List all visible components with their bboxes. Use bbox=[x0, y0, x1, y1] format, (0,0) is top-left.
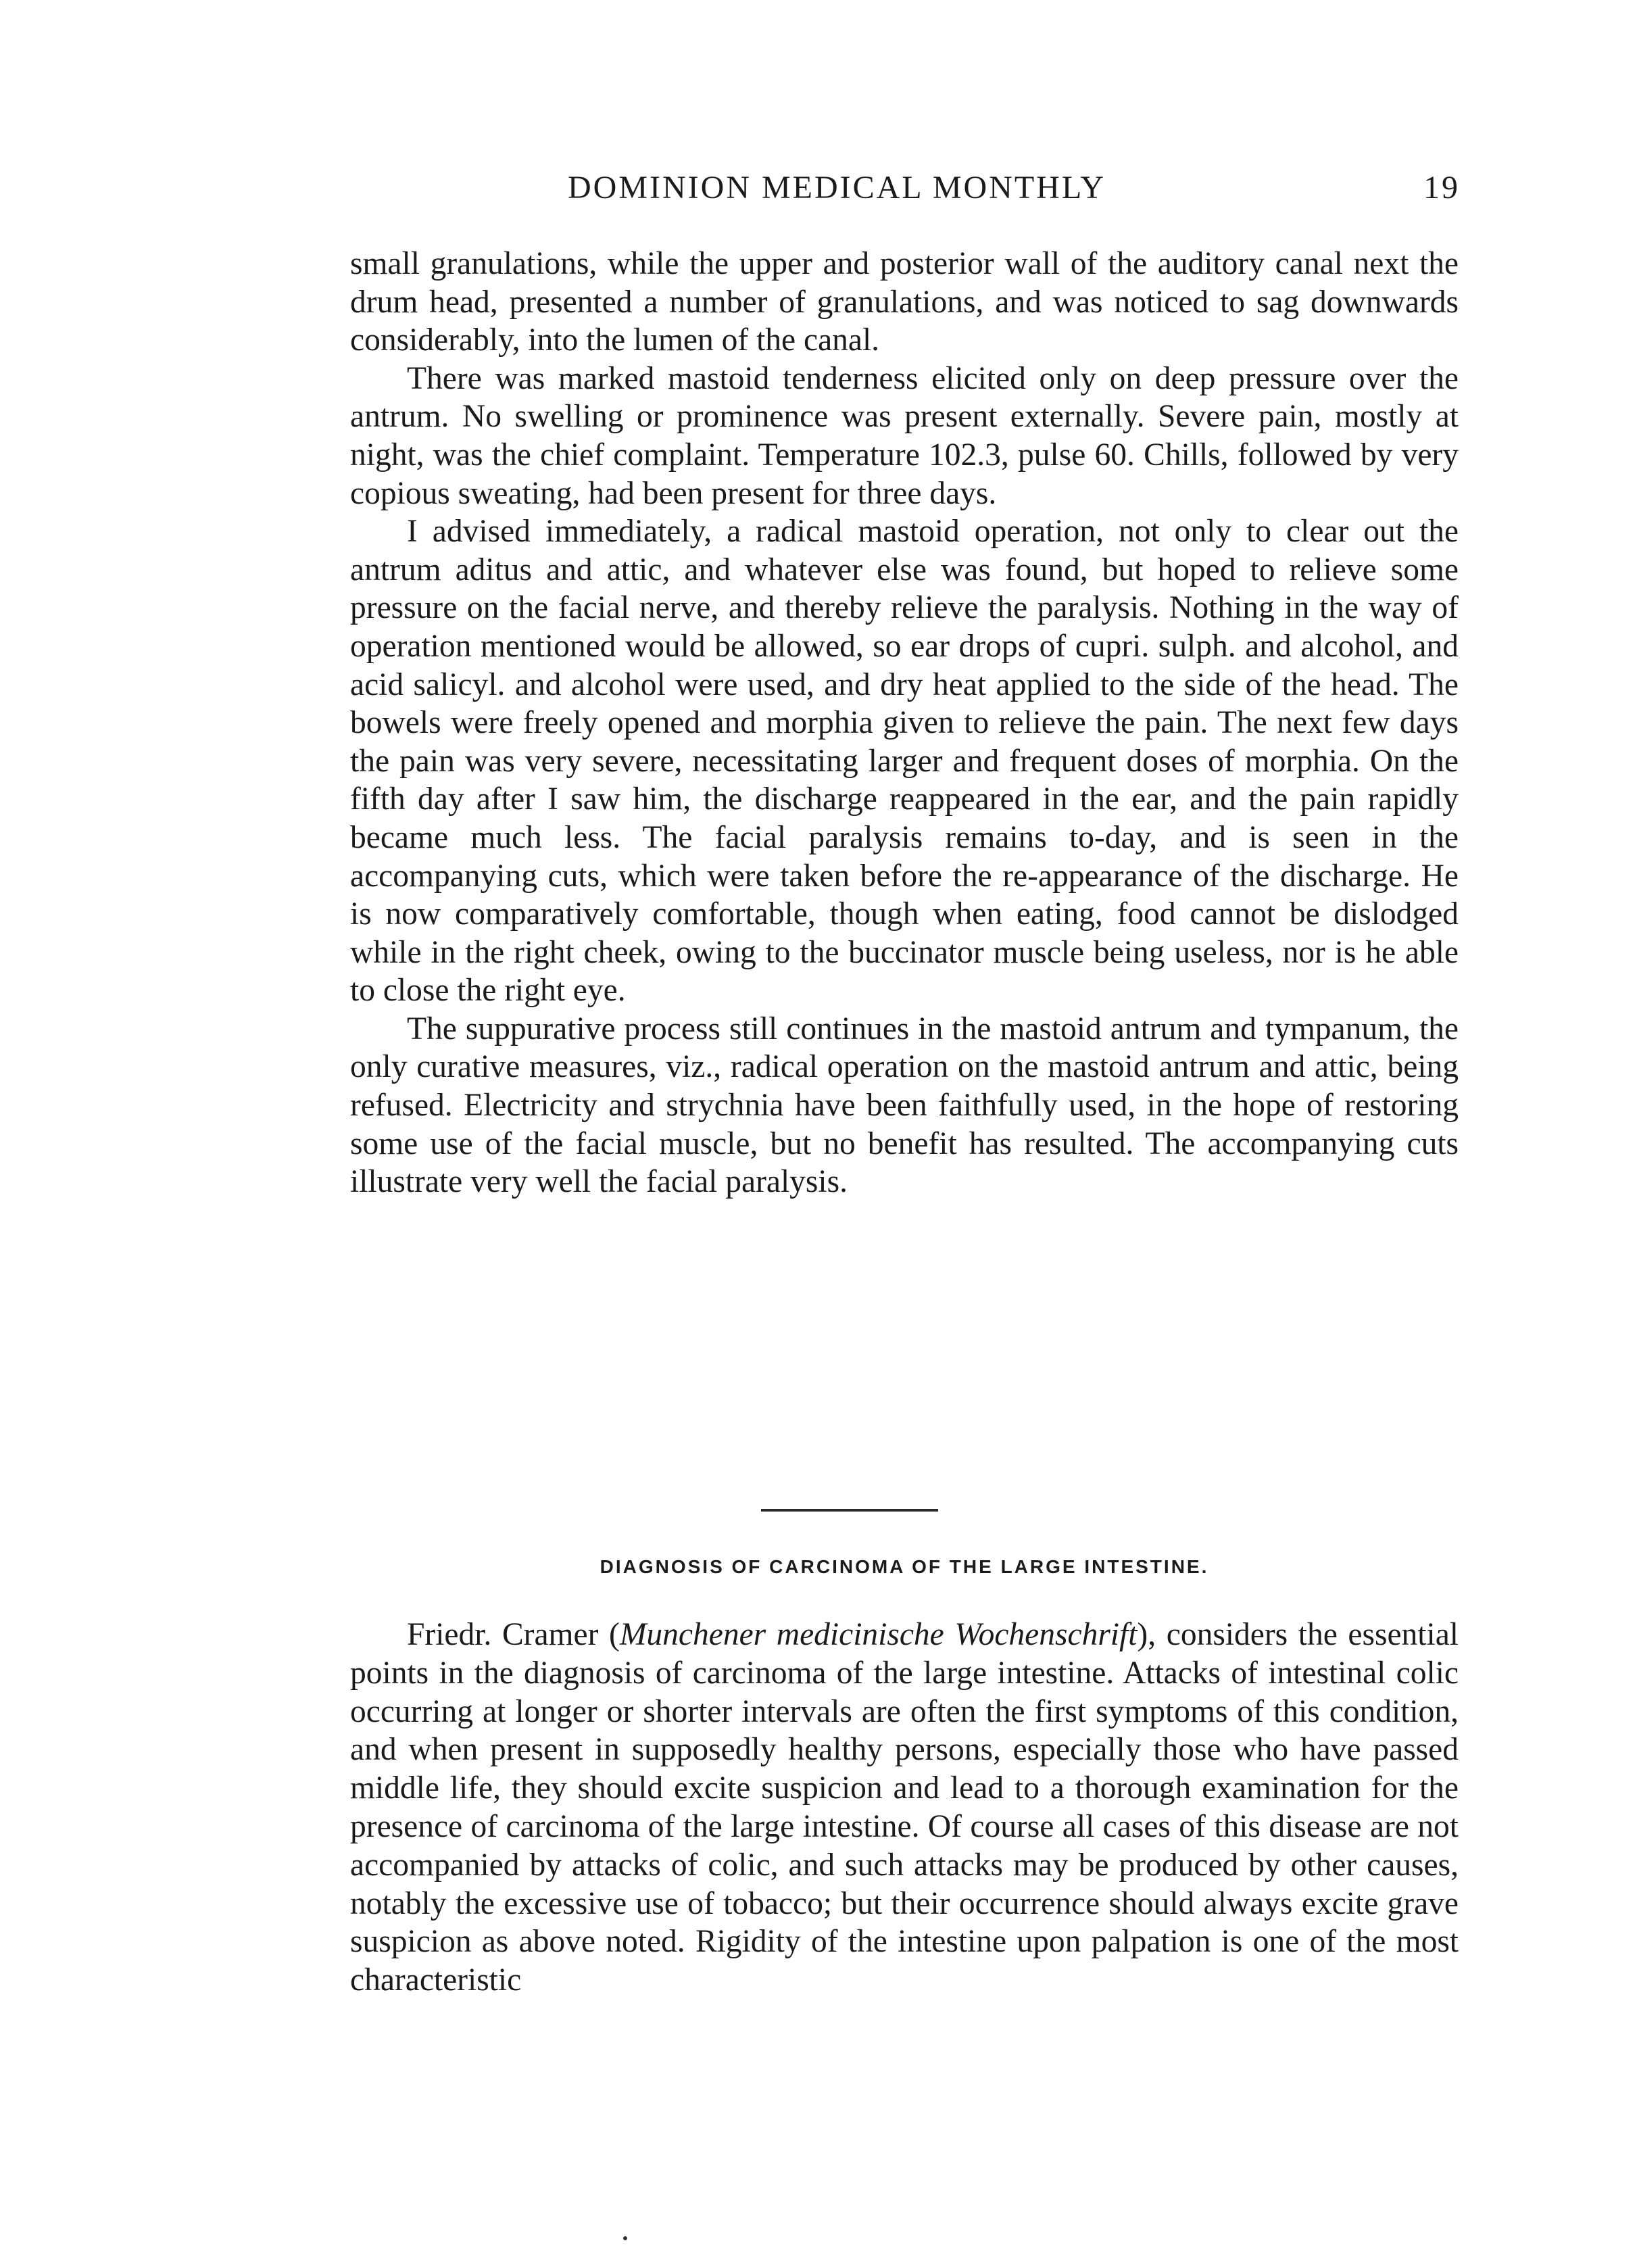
author-name: Friedr. Cramer bbox=[407, 1617, 599, 1652]
journal-title: DOMINION MEDICAL MONTHLY bbox=[568, 170, 1106, 206]
paragraph: There was marked mastoid tenderness elicited only on deep pressure over the antrum. No swelling or prominence was present externally. Severe pain, mostly at night, was the chief complaint. Temperature 102.3, pulse 60. Chills, followed by very copious sweating, had been present for three days. bbox=[350, 360, 1459, 511]
paragraph: small granulations, while the upper and posterior wall of the auditory canal next the drum head, presented a number of granulations, and was noticed to sag downwards considerably, into the lumen of the canal. bbox=[350, 246, 1459, 358]
journal-citation: Munchener medicinische Wochenschrift bbox=[619, 1617, 1138, 1652]
paragraph: Friedr. Cramer (Munchener medicinische Wochenschrift), considers the essential points in the diagnosis of carcinoma of the large intestine. Attacks of intestinal colic occurring at longer or shorter intervals are often the first symptoms of this condition, and when present in supposedly healthy persons, especially those who have passed middle life, they should excite suspicion and lead to a thorough examination for the presence of carcinoma of the large intestine. Of course all cases of this disease are not accompanied by attacks of colic, and such attacks may be produced by other causes, notably the excessive use of tobacco; but their occurrence should always excite grave suspicion as above noted. Rigidity of the intestine upon palpation is one of the most characteristic bbox=[350, 1617, 1459, 1998]
article-heading: DIAGNOSIS OF CARCINOMA OF THE LARGE INTESTINE. bbox=[600, 1556, 1209, 1577]
article-text bbox=[350, 1616, 1459, 2000]
print-speck bbox=[623, 2236, 627, 2240]
paragraph: I advised immediately, a radical mastoid operation, not only to clear out the antrum aditus and attic, and whatever else was found, but hoped to relieve some pressure on the facial nerve, and thereby relieve the paralysis. Nothing in the way of operation mentioned would be allowed, so ear drops of cupri. sulph. and alcohol, and acid salicyl. and alcohol were used, and dry heat applied to the side of the head. The bowels were freely opened and morphia given to relieve the pain. The next few days the pain was very severe, necessitating larger and frequent doses of morphia. On the fifth day after I saw him, the discharge reappeared in the ear, and the pain rapidly became much less. The facial paralysis remains to-day, and is seen in the accompanying cuts, which were taken before the re-appearance of the discharge. He is now comparatively comfortable, though when eating, food cannot be dislodged while in the right cheek, owing to the buccinator muscle being useless, nor is he able to close the right eye. bbox=[350, 514, 1459, 1009]
running-header bbox=[351, 169, 1467, 223]
page-number: 19 bbox=[1423, 170, 1460, 206]
paragraph: The suppurative process still continues in the mastoid antrum and tympanum, the only curative measures, viz., radical operation on the mastoid antrum and attic, being refused. Electricity and strychnia have been faithfully used, in the hope of restoring some use of the facial muscle, but no benefit has resulted. The accompanying cuts illustrate very well the facial paralysis. bbox=[350, 1011, 1459, 1200]
section-divider bbox=[761, 1509, 938, 1512]
case-report-text bbox=[350, 245, 1459, 1201]
article-body: considers the essential points in the diagnosis of carcinoma of the large intestine. Attacks of intestinal colic occurring at longer or shorter intervals are often the first symptoms of this condition, and when present in supposedly healthy persons, especially those who have passed middle life, they should excite suspicion and lead to a thorough examination for the presence of carcinoma of the large intestine. Of course all cases of this disease are not accompanied by attacks of colic, and such attacks may be produced by other causes, notably the excessive use of tobacco; but their occurrence should always excite grave suspicion as above noted. Rigidity of the intestine upon palpation is one of the most characteristic bbox=[350, 1617, 1459, 1998]
